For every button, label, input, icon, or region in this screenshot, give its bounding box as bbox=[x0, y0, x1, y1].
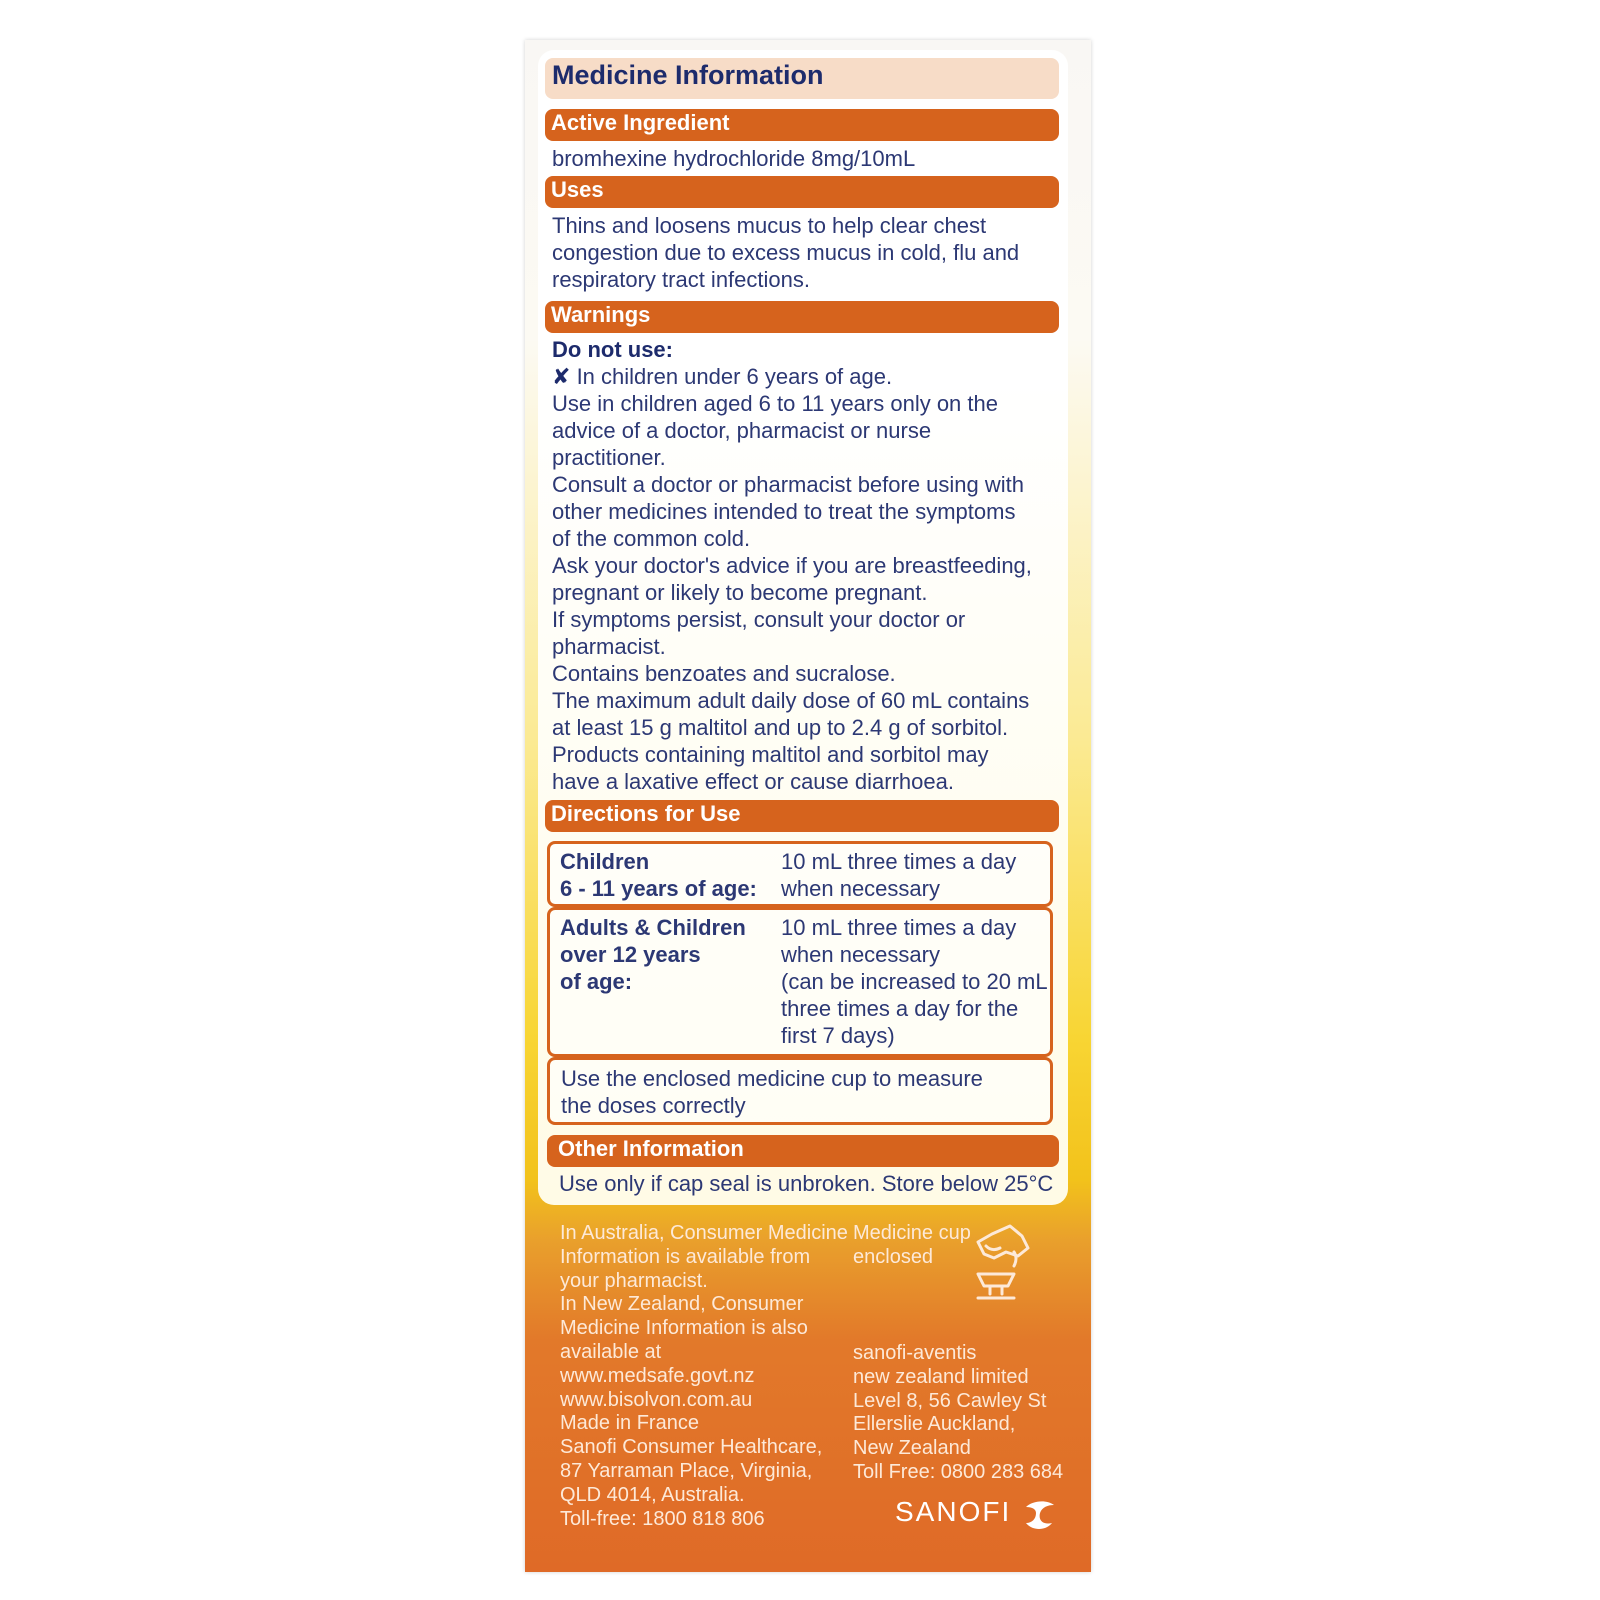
dose-age-group: Adults & Children over 12 years of age: bbox=[560, 915, 746, 994]
section-header-uses bbox=[545, 176, 1059, 208]
dose-row-adults bbox=[547, 907, 1053, 1057]
section-header-directions bbox=[545, 800, 1059, 832]
sanofi-bird-icon bbox=[1020, 1497, 1058, 1533]
text-line: other medicines intended to treat the symptoms bbox=[552, 499, 1016, 524]
section-header-other-information bbox=[547, 1135, 1059, 1167]
text-line: Ask your doctor's advice if you are breastfeeding, bbox=[552, 553, 1032, 578]
text-line: practitioner. bbox=[552, 445, 666, 470]
text-line: respiratory tract infections. bbox=[552, 267, 810, 292]
warnings-text bbox=[552, 336, 1062, 795]
dose-age-group: Children 6 - 11 years of age: bbox=[560, 849, 757, 901]
do-not-use-label: Do not use: bbox=[552, 337, 673, 362]
nz-address: sanofi-aventis new zealand limited Level 8, 56 Cawley St Ellerslie Auckland, New Zealand Toll Free: 0800 283 684 bbox=[853, 1342, 1064, 1483]
text-line: Use the enclosed medicine cup to measure bbox=[561, 1066, 983, 1091]
text-line: Use in children aged 6 to 11 years only on the bbox=[552, 391, 998, 416]
text-line: advice of a doctor, pharmacist or nurse bbox=[552, 418, 932, 443]
section-heading: Directions for Use bbox=[551, 801, 741, 826]
text-line: pharmacist. bbox=[552, 634, 666, 659]
text-line: pregnant or likely to become pregnant. bbox=[552, 580, 928, 605]
other-information-text: Use only if cap seal is unbroken. Store below 25°C bbox=[559, 1171, 1054, 1196]
uses-text bbox=[552, 212, 1062, 293]
text-line: The maximum adult daily dose of 60 mL contains bbox=[552, 688, 1030, 713]
section-header-warnings bbox=[545, 301, 1059, 333]
section-heading: Warnings bbox=[551, 302, 651, 327]
text-line: Products containing maltitol and sorbitol may bbox=[552, 742, 989, 767]
consumer-info-text: In Australia, Consumer Medicine Information is available from your pharmacist. In New Zealand, Consumer Medicine Information is also available at www.medsafe.govt.nz www.bisolvon.com.au Made in France Sanofi Consumer Healthcare, 87 Yarraman Place, Virginia, QLD 4014, Australia. Toll-free: 1800 818 806 bbox=[560, 1222, 848, 1530]
section-heading: Other Information bbox=[558, 1136, 744, 1161]
dose-amount: 10 mL three times a day when necessary (can be increased to 20 mL three times a day for the first 7 days) bbox=[781, 915, 1048, 1048]
text-line: have a laxative effect or cause diarrhoea. bbox=[552, 769, 954, 794]
medicine-cup-icon bbox=[970, 1222, 1034, 1308]
active-ingredient-text: bromhexine hydrochloride 8mg/10mL bbox=[552, 146, 916, 171]
text-line: Thins and loosens mucus to help clear chest bbox=[552, 213, 987, 238]
text-line: If symptoms persist, consult your doctor or bbox=[552, 607, 966, 632]
medicine-cup-label: Medicine cup enclosed bbox=[853, 1222, 971, 1268]
text-line: the doses correctly bbox=[561, 1093, 746, 1118]
brand-name: SANOFI bbox=[895, 1496, 1012, 1527]
text-line: Consult a doctor or pharmacist before using with bbox=[552, 472, 1025, 497]
section-header-active-ingredient bbox=[545, 109, 1059, 141]
dose-note bbox=[547, 1057, 1053, 1125]
dose-row-children bbox=[547, 841, 1053, 907]
text-line: of the common cold. bbox=[552, 526, 751, 551]
page-title: Medicine Information bbox=[552, 60, 824, 90]
text-line: ✘ In children under 6 years of age. bbox=[552, 364, 893, 389]
text-line: at least 15 g maltitol and up to 2.4 g of sorbitol. bbox=[552, 715, 1009, 740]
text-line: congestion due to excess mucus in cold, flu and bbox=[552, 240, 1020, 265]
dose-amount: 10 mL three times a day when necessary bbox=[781, 849, 1017, 901]
section-heading: Active Ingredient bbox=[551, 110, 730, 135]
sanofi-logo bbox=[895, 1496, 1011, 1528]
section-heading: Uses bbox=[551, 177, 604, 202]
text-line: Contains benzoates and sucralose. bbox=[552, 661, 896, 686]
cross-icon: ✘ bbox=[552, 364, 571, 389]
